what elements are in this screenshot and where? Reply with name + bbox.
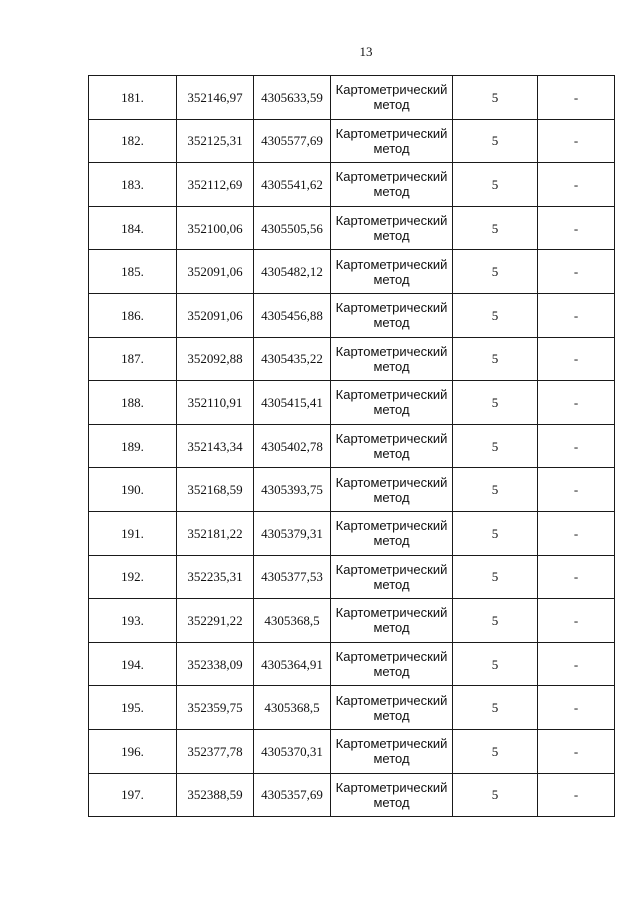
y-coordinate-cell: 4305368,5 <box>254 686 331 730</box>
method-line-2: метод <box>373 664 410 680</box>
point-number-cell: 186. <box>89 293 177 337</box>
method-line-2: метод <box>373 620 410 636</box>
point-number-cell: 196. <box>89 729 177 773</box>
method-line-2: метод <box>373 184 410 200</box>
method-line-2: метод <box>373 794 410 810</box>
y-coordinate-cell: 4305456,88 <box>254 293 331 337</box>
method-line-2: метод <box>373 358 410 374</box>
description-cell: - <box>538 599 615 643</box>
x-coordinate-cell: 352125,31 <box>177 119 254 163</box>
accuracy-cell: 5 <box>453 468 538 512</box>
description-cell: - <box>538 337 615 381</box>
method-cell <box>331 686 453 730</box>
y-coordinate-cell: 4305482,12 <box>254 250 331 294</box>
table-row <box>89 468 615 512</box>
method-line-1: Картометрический <box>335 561 448 577</box>
y-coordinate-cell: 4305505,56 <box>254 206 331 250</box>
point-number-cell: 182. <box>89 119 177 163</box>
y-coordinate-cell: 4305393,75 <box>254 468 331 512</box>
point-number-cell: 185. <box>89 250 177 294</box>
x-coordinate-cell: 352143,34 <box>177 424 254 468</box>
method-line-1: Картометрический <box>335 256 448 272</box>
method-line-1: Картометрический <box>335 213 448 229</box>
method-line-1: Картометрический <box>335 300 448 316</box>
method-cell <box>331 424 453 468</box>
accuracy-cell: 5 <box>453 76 538 120</box>
description-cell: - <box>538 511 615 555</box>
table-row <box>89 424 615 468</box>
point-number-cell: 188. <box>89 381 177 425</box>
method-line-1: Картометрический <box>335 343 448 359</box>
page-number: 13 <box>359 44 373 59</box>
method-line-2: метод <box>373 751 410 767</box>
y-coordinate-cell: 4305402,78 <box>254 424 331 468</box>
x-coordinate-cell: 352377,78 <box>177 729 254 773</box>
table-row <box>89 729 615 773</box>
x-coordinate-cell: 352181,22 <box>177 511 254 555</box>
accuracy-cell: 5 <box>453 729 538 773</box>
method-line-1: Картометрический <box>335 692 448 708</box>
accuracy-cell: 5 <box>453 381 538 425</box>
accuracy-cell: 5 <box>453 555 538 599</box>
method-line-1: Картометрический <box>335 82 448 98</box>
accuracy-cell: 5 <box>453 424 538 468</box>
method-line-2: метод <box>373 140 410 156</box>
x-coordinate-cell: 352091,06 <box>177 250 254 294</box>
method-line-1: Картометрический <box>335 779 448 795</box>
table-row <box>89 642 615 686</box>
coordinates-table <box>88 75 615 817</box>
table-row <box>89 250 615 294</box>
method-line-2: метод <box>373 315 410 331</box>
table-row <box>89 119 615 163</box>
y-coordinate-cell: 4305370,31 <box>254 729 331 773</box>
accuracy-cell: 5 <box>453 206 538 250</box>
description-cell: - <box>538 555 615 599</box>
table-row <box>89 163 615 207</box>
method-line-1: Картометрический <box>335 474 448 490</box>
method-line-1: Картометрический <box>335 518 448 534</box>
point-number-cell: 194. <box>89 642 177 686</box>
method-line-1: Картометрический <box>335 169 448 185</box>
method-line-2: метод <box>373 271 410 287</box>
method-cell <box>331 729 453 773</box>
method-line-2: метод <box>373 489 410 505</box>
method-line-1: Картометрический <box>335 605 448 621</box>
y-coordinate-cell: 4305633,59 <box>254 76 331 120</box>
description-cell: - <box>538 250 615 294</box>
accuracy-cell: 5 <box>453 642 538 686</box>
description-cell: - <box>538 119 615 163</box>
y-coordinate-cell: 4305379,31 <box>254 511 331 555</box>
x-coordinate-cell: 352359,75 <box>177 686 254 730</box>
x-coordinate-cell: 352112,69 <box>177 163 254 207</box>
table-row <box>89 686 615 730</box>
x-coordinate-cell: 352168,59 <box>177 468 254 512</box>
method-line-1: Картометрический <box>335 736 448 752</box>
accuracy-cell: 5 <box>453 163 538 207</box>
accuracy-cell: 5 <box>453 599 538 643</box>
method-cell <box>331 773 453 817</box>
accuracy-cell: 5 <box>453 773 538 817</box>
point-number-cell: 191. <box>89 511 177 555</box>
point-number-cell: 195. <box>89 686 177 730</box>
method-line-1: Картометрический <box>335 125 448 141</box>
method-cell <box>331 250 453 294</box>
method-line-1: Картометрический <box>335 431 448 447</box>
description-cell: - <box>538 773 615 817</box>
accuracy-cell: 5 <box>453 511 538 555</box>
point-number-cell: 192. <box>89 555 177 599</box>
point-number-cell: 190. <box>89 468 177 512</box>
table-row <box>89 76 615 120</box>
method-cell <box>331 381 453 425</box>
method-line-2: метод <box>373 446 410 462</box>
point-number-cell: 181. <box>89 76 177 120</box>
table-row <box>89 337 615 381</box>
point-number-cell: 183. <box>89 163 177 207</box>
method-line-2: метод <box>373 533 410 549</box>
description-cell: - <box>538 729 615 773</box>
method-cell <box>331 206 453 250</box>
point-number-cell: 184. <box>89 206 177 250</box>
accuracy-cell: 5 <box>453 686 538 730</box>
method-cell <box>331 293 453 337</box>
table-row <box>89 599 615 643</box>
x-coordinate-cell: 352338,09 <box>177 642 254 686</box>
description-cell: - <box>538 468 615 512</box>
description-cell: - <box>538 163 615 207</box>
x-coordinate-cell: 352091,06 <box>177 293 254 337</box>
method-cell <box>331 337 453 381</box>
method-line-2: метод <box>373 576 410 592</box>
x-coordinate-cell: 352110,91 <box>177 381 254 425</box>
accuracy-cell: 5 <box>453 337 538 381</box>
description-cell: - <box>538 76 615 120</box>
accuracy-cell: 5 <box>453 250 538 294</box>
point-number-cell: 193. <box>89 599 177 643</box>
method-cell <box>331 555 453 599</box>
y-coordinate-cell: 4305364,91 <box>254 642 331 686</box>
method-line-2: метод <box>373 402 410 418</box>
x-coordinate-cell: 352388,59 <box>177 773 254 817</box>
accuracy-cell: 5 <box>453 293 538 337</box>
table-row <box>89 555 615 599</box>
table-row <box>89 381 615 425</box>
point-number-cell: 189. <box>89 424 177 468</box>
x-coordinate-cell: 352092,88 <box>177 337 254 381</box>
y-coordinate-cell: 4305415,41 <box>254 381 331 425</box>
method-cell <box>331 76 453 120</box>
y-coordinate-cell: 4305357,69 <box>254 773 331 817</box>
method-line-2: метод <box>373 97 410 113</box>
method-cell <box>331 163 453 207</box>
y-coordinate-cell: 4305577,69 <box>254 119 331 163</box>
description-cell: - <box>538 206 615 250</box>
x-coordinate-cell: 352291,22 <box>177 599 254 643</box>
method-cell <box>331 511 453 555</box>
y-coordinate-cell: 4305541,62 <box>254 163 331 207</box>
description-cell: - <box>538 381 615 425</box>
table-row <box>89 293 615 337</box>
y-coordinate-cell: 4305435,22 <box>254 337 331 381</box>
description-cell: - <box>538 293 615 337</box>
y-coordinate-cell: 4305368,5 <box>254 599 331 643</box>
method-cell <box>331 119 453 163</box>
description-cell: - <box>538 642 615 686</box>
x-coordinate-cell: 352100,06 <box>177 206 254 250</box>
accuracy-cell: 5 <box>453 119 538 163</box>
method-line-2: метод <box>373 707 410 723</box>
method-line-1: Картометрический <box>335 649 448 665</box>
point-number-cell: 187. <box>89 337 177 381</box>
x-coordinate-cell: 352146,97 <box>177 76 254 120</box>
method-cell <box>331 468 453 512</box>
method-line-2: метод <box>373 228 410 244</box>
y-coordinate-cell: 4305377,53 <box>254 555 331 599</box>
description-cell: - <box>538 686 615 730</box>
table-row <box>89 511 615 555</box>
method-line-1: Картометрический <box>335 387 448 403</box>
coordinates-table-body <box>89 76 615 817</box>
point-number-cell: 197. <box>89 773 177 817</box>
x-coordinate-cell: 352235,31 <box>177 555 254 599</box>
method-cell <box>331 599 453 643</box>
description-cell: - <box>538 424 615 468</box>
method-cell <box>331 642 453 686</box>
table-row <box>89 206 615 250</box>
table-row <box>89 773 615 817</box>
